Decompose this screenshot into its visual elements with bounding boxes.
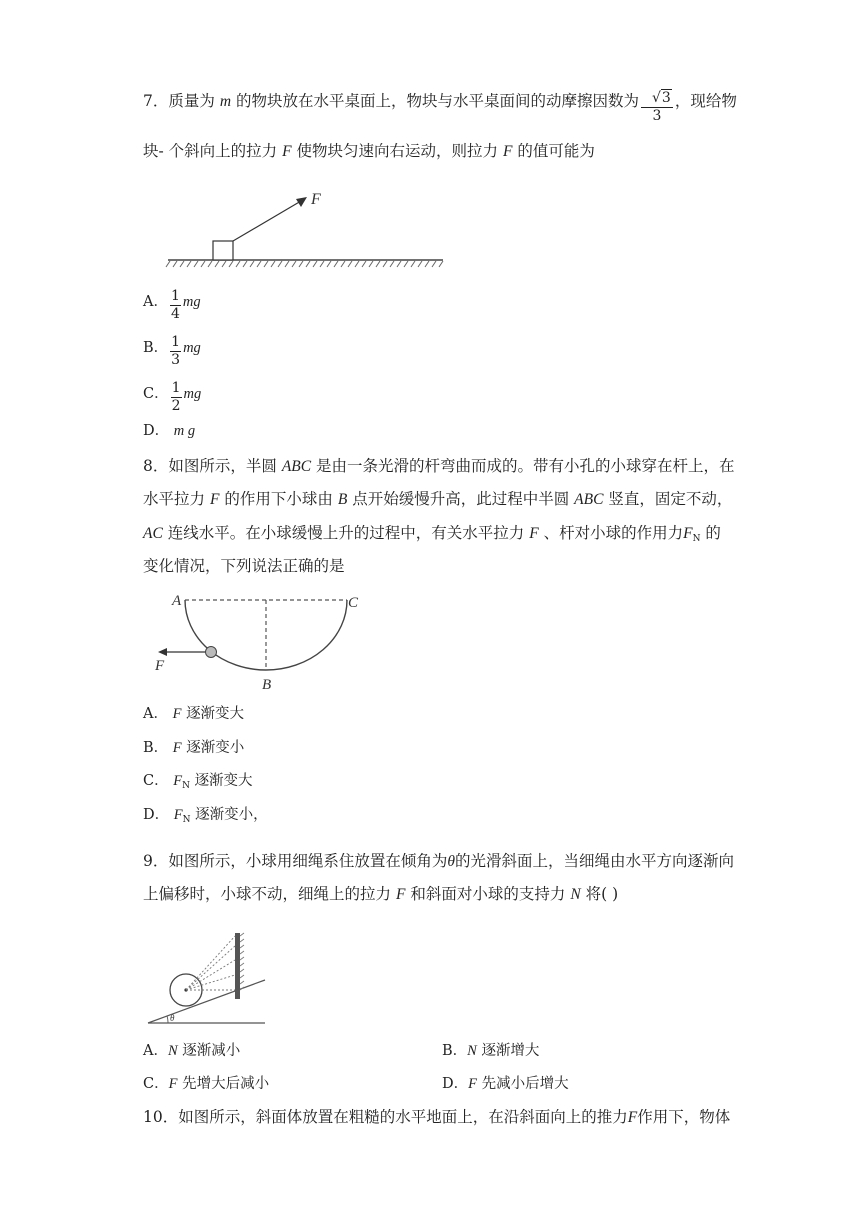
wall — [235, 933, 240, 999]
label-A: A — [172, 593, 182, 609]
q8-semicircle-figure — [150, 588, 380, 698]
q8-option-b[interactable]: B． F 逐渐变小 — [143, 740, 245, 756]
q8-option-c[interactable]: C． $F_N$ 逐渐变大 — [143, 773, 253, 791]
q8-option-a[interactable]: A． F 逐渐变大 — [143, 706, 245, 722]
q7-option-c[interactable]: C． $\frac{1}{2}$ mg — [143, 380, 202, 414]
q8-line1: 8．如图所示，半圆 ABC 是由一条光滑的杆弯曲而成的。带有小孔的小球穿在杆上，在 — [143, 457, 735, 475]
label-B: B — [262, 677, 272, 693]
q9-option-a[interactable]: A．N 逐渐减小 — [143, 1043, 241, 1059]
q9-option-c[interactable]: C．F 先增大后减小 — [143, 1076, 270, 1092]
q7-option-b[interactable]: B． $\frac{1}{3}$ mg — [143, 334, 201, 368]
q8-line2: 水平拉力 F 的作用下小球由 B 点开始缓慢升高，此过程中半圆 ABC 竖直，固定不动， — [143, 490, 733, 508]
q9-option-b[interactable]: B．N 逐渐增大 — [442, 1043, 540, 1059]
q10-line1: 10．如图所示，斜面体放置在粗糙的水平地面上，在沿斜面向上的推力F作用下，物体 — [143, 1108, 731, 1126]
theta-label: θ — [170, 1013, 175, 1023]
mu-fraction: $\frac{√3}{3}$ — [641, 90, 673, 125]
q9-line1: 9．如图所示，小球用细绳系住放置在倾角为θ的光滑斜面上，当细绳由水平方向逐渐向 — [143, 852, 735, 870]
q8-option-d[interactable]: D． $F_N$ 逐渐变小， — [143, 807, 268, 825]
label-F: F — [155, 658, 165, 674]
q8-line3: AC 连线水平。在小球缓慢上升的过程中，有关水平拉力 F 、杆对小球的作用力$F_N$ 的 — [143, 524, 721, 544]
q7-number: 7． — [143, 92, 169, 110]
q7-option-d[interactable]: D． m g — [143, 423, 196, 439]
q9-line2: 上偏移时，小球不动，细绳上的拉力 F 和斜面对小球的支持力 N 将( ) — [143, 885, 619, 903]
q9-option-d[interactable]: D．F 先减小后增大 — [442, 1076, 569, 1092]
q7-line2: 块- 个斜向上的拉力 F 使物块匀速向右运动，则拉力 F 的值可能为 — [143, 142, 595, 160]
ball — [206, 647, 217, 658]
block — [213, 241, 233, 260]
q9-incline-figure — [143, 928, 273, 1030]
q7-line1: 7．质量为 m 的物块放在水平桌面上，物块与水平桌面间的动摩擦因数为 $\frac{√3}{3}$ ，现给物 — [143, 90, 737, 124]
fig-label-F: F — [311, 191, 321, 208]
q7-block-figure — [165, 188, 455, 268]
q7-option-a[interactable]: A． $\frac{1}{4}$ mg — [143, 288, 201, 322]
q8-line4: 变化情况，下列说法正确的是 — [143, 557, 345, 575]
label-C: C — [348, 595, 359, 611]
var-m: m — [219, 93, 232, 110]
